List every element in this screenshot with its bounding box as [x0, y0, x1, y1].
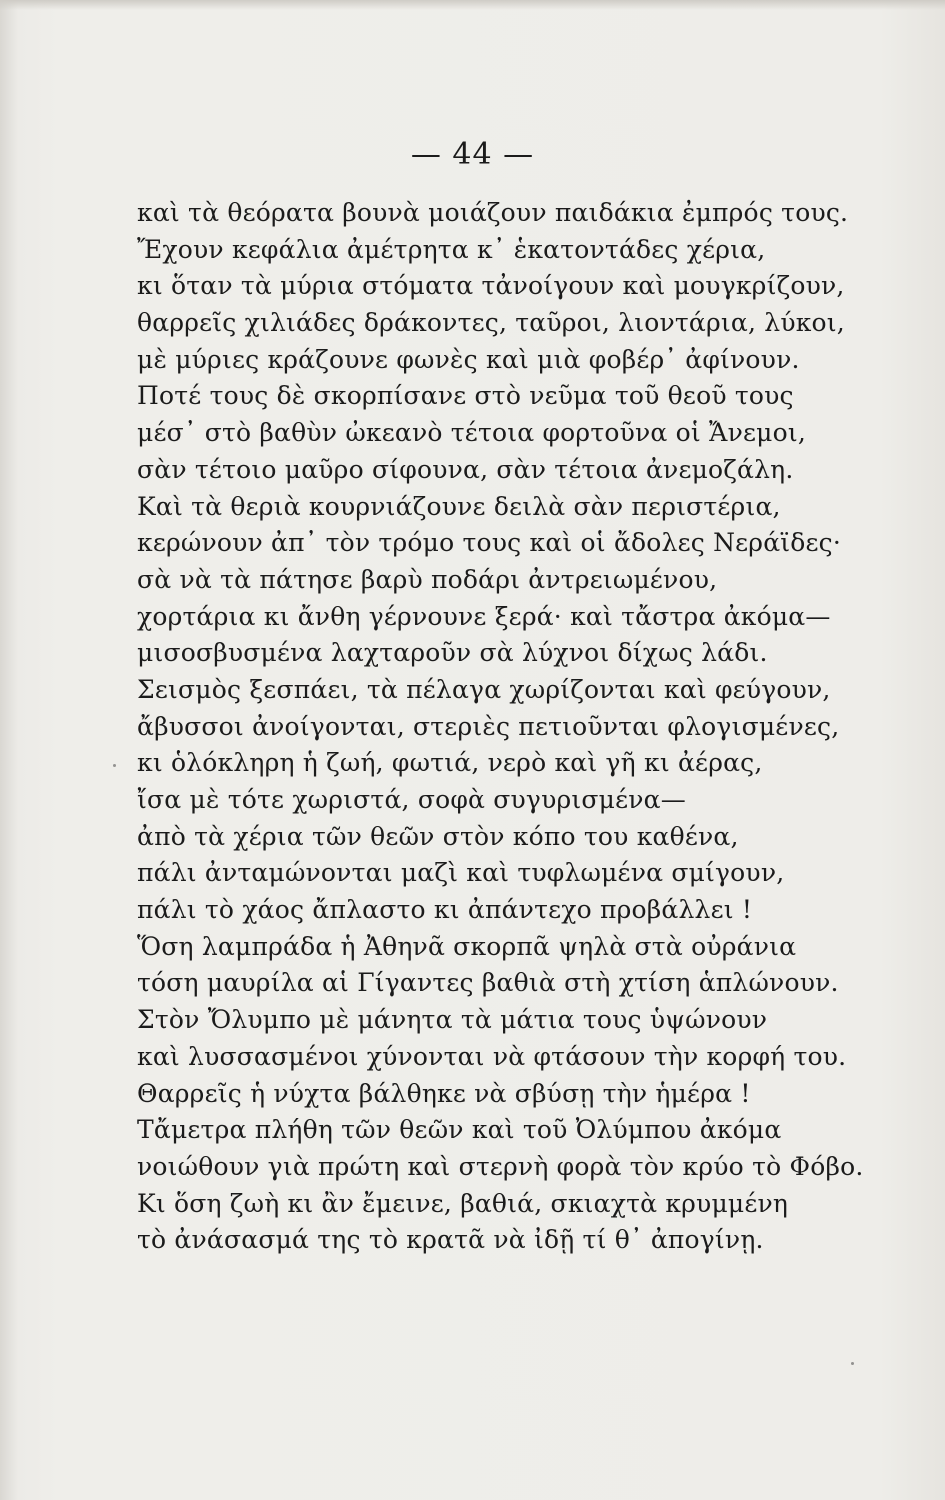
poem-line: καὶ τὰ θεόρατα βουνὰ μοιάζουν παιδάκια ἐμπρός τους.: [137, 198, 849, 227]
poem-line: κι ὅταν τὰ μύρια στόματα τἀνοίγουν καὶ μουγκρίζουν,: [137, 271, 845, 301]
poem-text: [137, 195, 864, 1259]
poem-line: κι ὁλόκληρη ἡ ζωή, φωτιά, νερὸ καὶ γῆ κι ἀέρας,: [137, 748, 763, 778]
poem-line: Ἔχουν κεφάλια ἀμέτρητα κ᾽ ἑκατοντάδες χέρια,: [137, 234, 766, 264]
poem-line: μὲ μύριες κράζουνε φωνὲς καὶ μιὰ φοβέρ᾽ ἀφίνουν.: [137, 344, 800, 374]
poem-line: Ποτέ τους δὲ σκορπίσανε στὸ νεῦμα τοῦ θεοῦ τους: [137, 381, 794, 411]
page-top-edge: [0, 0, 945, 10]
paper-speck: [851, 1362, 854, 1365]
poem-line: νοιώθουν γιὰ πρώτη καὶ στερνὴ φορὰ τὸν κρύο τὸ Φόβο.: [137, 1151, 864, 1181]
poem-line: καὶ λυσσασμένοι χύνονται νὰ φτάσουν τὴν κορφή του.: [137, 1041, 847, 1071]
poem-line: τόση μαυρίλα αἱ Γίγαντες βαθιὰ στὴ χτίση ἁπλώνουν.: [137, 968, 839, 998]
page-number: — 44 —: [410, 137, 535, 172]
poem-line: Σεισμὸς ξεσπάει, τὰ πέλαγα χωρίζονται καὶ φεύγουν,: [137, 674, 831, 704]
poem-line: κερώνουν ἀπ᾽ τὸν τρόμο τους καὶ οἱ ἄδολες Νεράϊδες·: [137, 528, 842, 558]
poem-line: σὰ νὰ τὰ πάτησε βαρὺ ποδάρι ἀντρειωμένου,: [137, 564, 718, 594]
poem-line: Κι ὅση ζωὴ κι ἂν ἔμεινε, βαθιά, σκιαχτὰ κρυμμένη: [137, 1188, 789, 1218]
poem-line: μισοσβυσμένα λαχταροῦν σὰ λύχνοι δίχως λάδι.: [137, 638, 768, 668]
poem-line: τὸ ἀνάσασμά της τὸ κρατᾶ νὰ ἰδῇ τί θ᾽ ἀπογίνῃ.: [137, 1225, 764, 1255]
poem-line: μέσ᾽ στὸ βαθὺν ὠκεανὸ τέτοια φορτοῦνα οἱ Ἄνεμοι,: [137, 418, 806, 448]
poem-line: πάλι τὸ χάος ἄπλαστο κι ἀπάντεχο προβάλλει !: [137, 895, 753, 925]
poem-line: Στὸν Ὄλυμπο μὲ μάνητα τὰ μάτια τους ὑψώνουν: [137, 1005, 768, 1035]
poem-line: Θαρρεῖς ἡ νύχτα βάλθηκε νὰ σβύσῃ τὴν ἡμέρα !: [137, 1078, 751, 1108]
poem-line: χορτάρια κι ἄνθη γέρνουνε ξερά· καὶ τἄστρα ἀκόμα—: [137, 601, 831, 631]
poem-line: Καὶ τὰ θεριὰ κουρνιάζουνε δειλὰ σὰν περιστέρια,: [137, 491, 781, 521]
poem-line: Ὅση λαμπράδα ἡ Ἀθηνᾶ σκορπᾶ ψηλὰ στὰ οὐράνια: [137, 931, 797, 961]
poem-line: σὰν τέτοιο μαῦρο σίφουνα, σὰν τέτοια ἀνεμοζάλη.: [137, 454, 794, 484]
paper-speck: [113, 764, 116, 767]
poem-line: πάλι ἀνταμώνονται μαζὶ καὶ τυφλωμένα σμίγουν,: [137, 858, 785, 888]
poem-line: ἀπὸ τὰ χέρια τῶν θεῶν στὸν κόπο του καθένα,: [137, 821, 739, 851]
poem-line: Τἄμετρα πλήθη τῶν θεῶν καὶ τοῦ Ὀλύμπου ἀκόμα: [137, 1115, 782, 1145]
poem-line: ἴσα μὲ τότε χωριστά, σοφὰ συγυρισμένα—: [137, 785, 686, 814]
poem-line: ἄβυσσοι ἀνοίγονται, στεριὲς πετιοῦνται φλογισμένες,: [137, 711, 840, 741]
poem-line: θαρρεῖς χιλιάδες δράκοντες, ταῦροι, λιοντάρια, λύκοι,: [137, 308, 845, 338]
